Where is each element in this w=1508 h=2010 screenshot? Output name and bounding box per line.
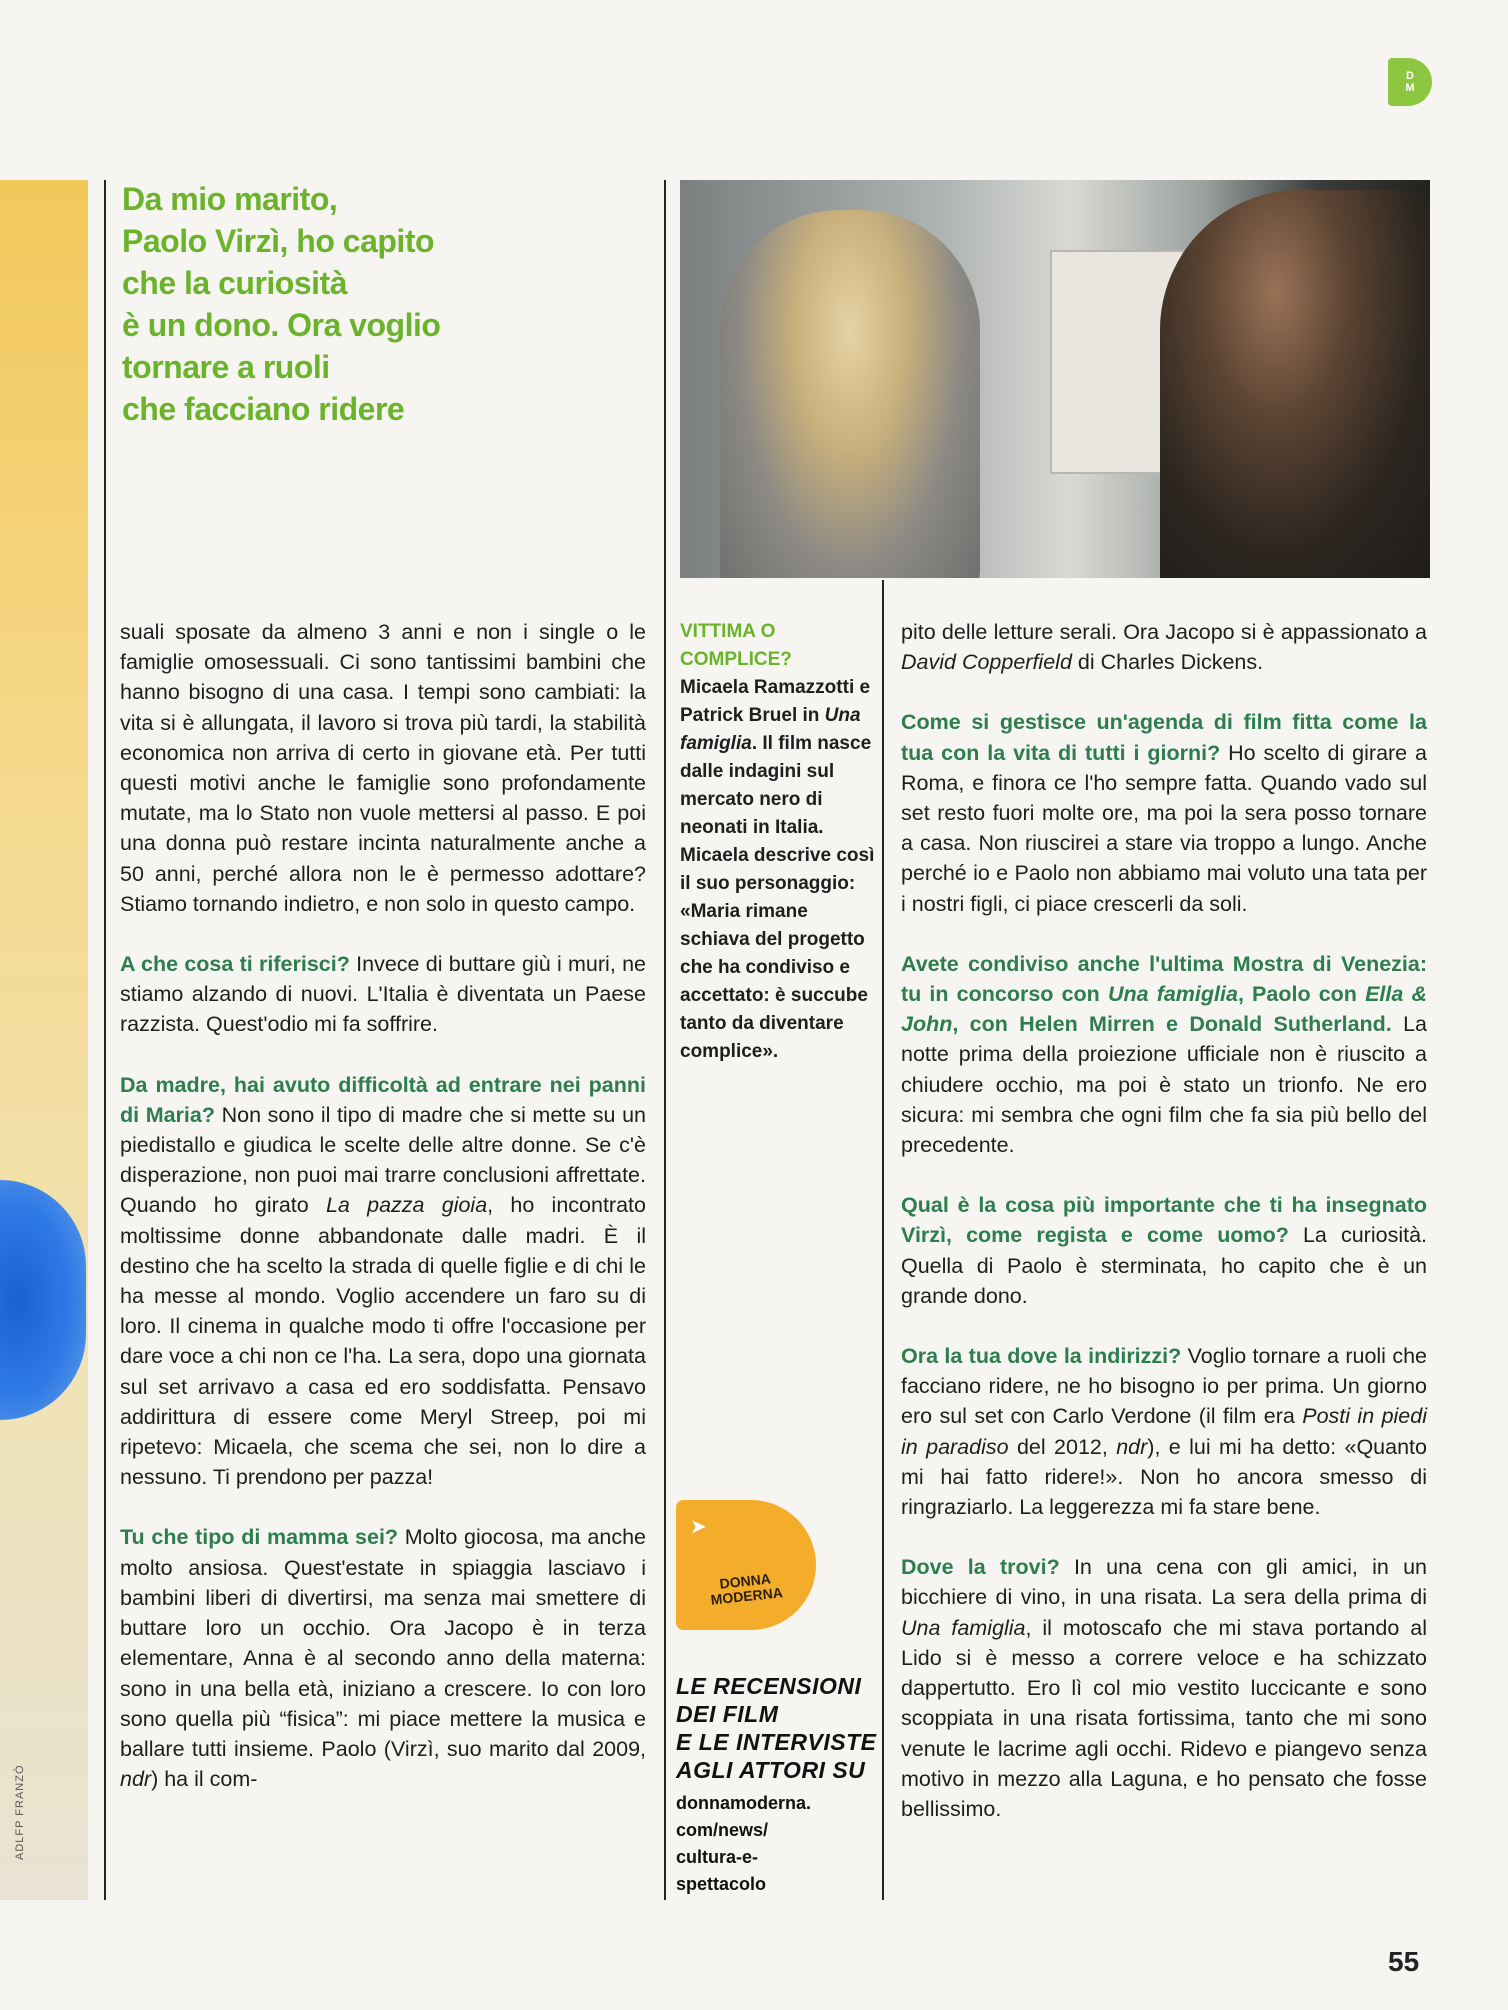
promo-text: LE RECENSIONI DEI FILM E LE INTERVISTE AGLI ATTORI SU: [676, 1673, 877, 1783]
paragraph: Qual è la cosa più importante che ti ha insegnato Virzì, come regista e come uomo? La curiosità. Quella di Paolo è sterminata, ho capito che è un grande dono.: [901, 1193, 1427, 1308]
logo-wordmark: DONNA MODERNA: [709, 1570, 784, 1608]
question: A che cosa ti riferisci?: [120, 952, 350, 977]
photo-caption-sidebar: [680, 618, 880, 1066]
column-rule-left: [104, 180, 106, 1900]
pull-quote-line: è un dono. Ora voglio: [122, 307, 441, 343]
film-still-photo: [680, 180, 1430, 578]
paragraph: Ora la tua dove la indirizzi? Voglio tornare a ruoli che facciano ridere, ne ho bisogno io per prima. Un giorno ero sul set con Carlo Verdone (il film era Posti in piedi in paradiso del 2012, ndr), e lui mi ha detto: «Quanto mi hai fatto ridere!». Non ho ancora smesso di ringraziarlo. La leggerezza mi fa stare bene.: [901, 1344, 1427, 1520]
paragraph: suali sposate da almeno 3 anni e non i single o le famiglie omosessuali. Ci sono tantissimi bambini che hanno bisogno di una casa. I tempi sono cambiati: la vita si è allungata, il lavoro si trova più tardi, la stabilità economica non arriva di certo in giovane età. Per tutti questi motivi anche le famiglie sono profondamente mutate, ma lo Stato non vuole mettersi al passo. E poi una donna può restare incinta naturalmente anche a 50 anni, perché allora non le è permesso adottare? Stiamo tornando indietro, e non solo in questo campo.: [120, 620, 646, 916]
pull-quote-line: tornare a ruoli: [122, 349, 330, 385]
dm-logo-icon: D M: [1388, 58, 1432, 106]
photo-credit: ADLFP FRANZÒ: [14, 1764, 26, 1860]
paragraph: Come si gestisce un'agenda di film fitta come la tua con la vita di tutti i giorni? Ho scelto di girare a Roma, e finora ce l'ho sempre fatta. Quando vado sul set resto fuori molte ore, ma poi la sera posso tornare a casa. Non riuscirei a stare via troppo a lungo. Anche perché io e Paolo non abbiamo mai voluto una tata per i nostri figli, ci piace crescerli da soli.: [901, 710, 1427, 916]
promo-url: donnamoderna. com/news/ cultura-e- spettacolo: [676, 1793, 812, 1894]
paragraph: Avete condiviso anche l'ultima Mostra di Venezia: tu in concorso con Una famiglia, Paolo con Ella & John, con Helen Mirren e Donald Sutherland. La notte prima della proiezione ufficiale non è riuscito a chiudere occhio, ma poi è stato un trionfo. Ne ero sicura: mi sembra che ogni film che fa sia più bello del precedente.: [901, 951, 1427, 1158]
sidebar-heading: VITTIMA O COMPLICE?: [680, 621, 792, 670]
donna-moderna-logo: [676, 1500, 816, 1630]
question: Dove la trovi?: [901, 1555, 1060, 1580]
paragraph: pito delle letture serali. Ora Jacopo si è appassionato a David Copperfield di Charles Dickens.: [901, 620, 1427, 675]
pull-quote: [122, 178, 522, 430]
question: Da madre, hai avuto difficoltà ad entrare nei panni di Maria?: [120, 1072, 646, 1127]
adjacent-page-image: [0, 180, 88, 1900]
sidebar-text: Micaela Ramazzotti e Patrick Bruel in Una famiglia. Il film nasce dalle indagini sul mercato nero di neonati in Italia. Micaela descrive così il suo personaggio: «Maria rimane schiava del progetto che ha condiviso e accettato: è succube tanto da diventare complice».: [680, 677, 875, 1062]
article-column-right: [901, 617, 1427, 1824]
page-number: 55: [1388, 1946, 1420, 1977]
paragraph: A che cosa ti riferisci? Invece di buttare giù i muri, ne stiamo alzando di nuovi. L'Italia è diventata un Paese razzista. Quest'odio mi fa soffrire.: [120, 952, 646, 1037]
column-rule-middle: [664, 180, 666, 1900]
article-column-left: [120, 617, 646, 1794]
pull-quote-line: Da mio marito,: [122, 181, 338, 217]
photo-woman: [720, 210, 980, 578]
pull-quote-line: che facciano ridere: [122, 391, 405, 427]
paragraph: Da madre, hai avuto difficoltà ad entrare nei panni di Maria? Non sono il tipo di madre che si mette su un piedistallo e giudica le scelte delle altre donne. Se c'è disperazione, non puoi mai trarre conclusioni affrettate. Quando ho girato La pazza gioia, ho incontrato moltissime donne abbandonate dalle madri. È il destino che ha scelto la strada di quelle figlie e di chi le ha messe al mondo. Voglio accendere un faro su di loro. Il cinema in qualche modo ti offre l'occasione per dare voce a chi non ce l'ha. La sera, dopo una giornata sul set arrivavo a casa ed ero soddisfatta. Pensavo addirittura di essere come Meryl Streep, poi mi ripetevo: Micaela, che scema che sei, non lo dire a nessuno. Ti prendono per pazza!: [120, 1072, 646, 1490]
question: Avete condiviso anche l'ultima Mostra di Venezia: tu in concorso con Una famiglia, Paolo con Ella & John, con Helen Mirren e Donald Sutherland.: [901, 951, 1427, 1037]
paragraph: Tu che tipo di mamma sei? Molto giocosa, ma anche molto ansiosa. Quest'estate in spiaggia lasciavo i bambini liberi di divertirsi, ma senza mai smettere di buttare loro un occhio. Ora Jacopo è in terza elementare, Anna è al secondo anno della materna: sono in una bella età, iniziano a crescere. Io con loro sono quella più “fisica”: mi piace mettere la musica e ballare tutti insieme. Paolo (Virzì, suo marito dal 2009, ndr) ha il com-: [120, 1525, 646, 1792]
photo-man: [1160, 190, 1430, 578]
paragraph: Dove la trovi? In una cena con gli amici, in un bicchiere di vino, in una risata. La sera della prima di Una famiglia, il motoscafo che mi stava portando al Lido si è messo a correre veloce e ha schizzato dappertutto. Ero lì col mio vestito luccicante e sono scoppiata in una risata fortissima, tanto che mi sono venute le lacrime agli occhi. Ridevo e piangevo senza motivo in mezzo alla Laguna, e ho pensato che fosse bellissimo.: [901, 1555, 1427, 1821]
question: Qual è la cosa più importante che ti ha insegnato Virzì, come regista e come uomo?: [901, 1193, 1427, 1248]
pull-quote-line: Paolo Virzì, ho capito: [122, 223, 435, 259]
question: Ora la tua dove la indirizzi?: [901, 1344, 1182, 1369]
cursor-arrow-icon: ➤: [690, 1516, 707, 1538]
question: Come si gestisce un'agenda di film fitta come la tua con la vita di tutti i giorni?: [901, 710, 1427, 765]
question: Tu che tipo di mamma sei?: [120, 1525, 399, 1550]
pull-quote-line: che la curiosità: [122, 265, 347, 301]
